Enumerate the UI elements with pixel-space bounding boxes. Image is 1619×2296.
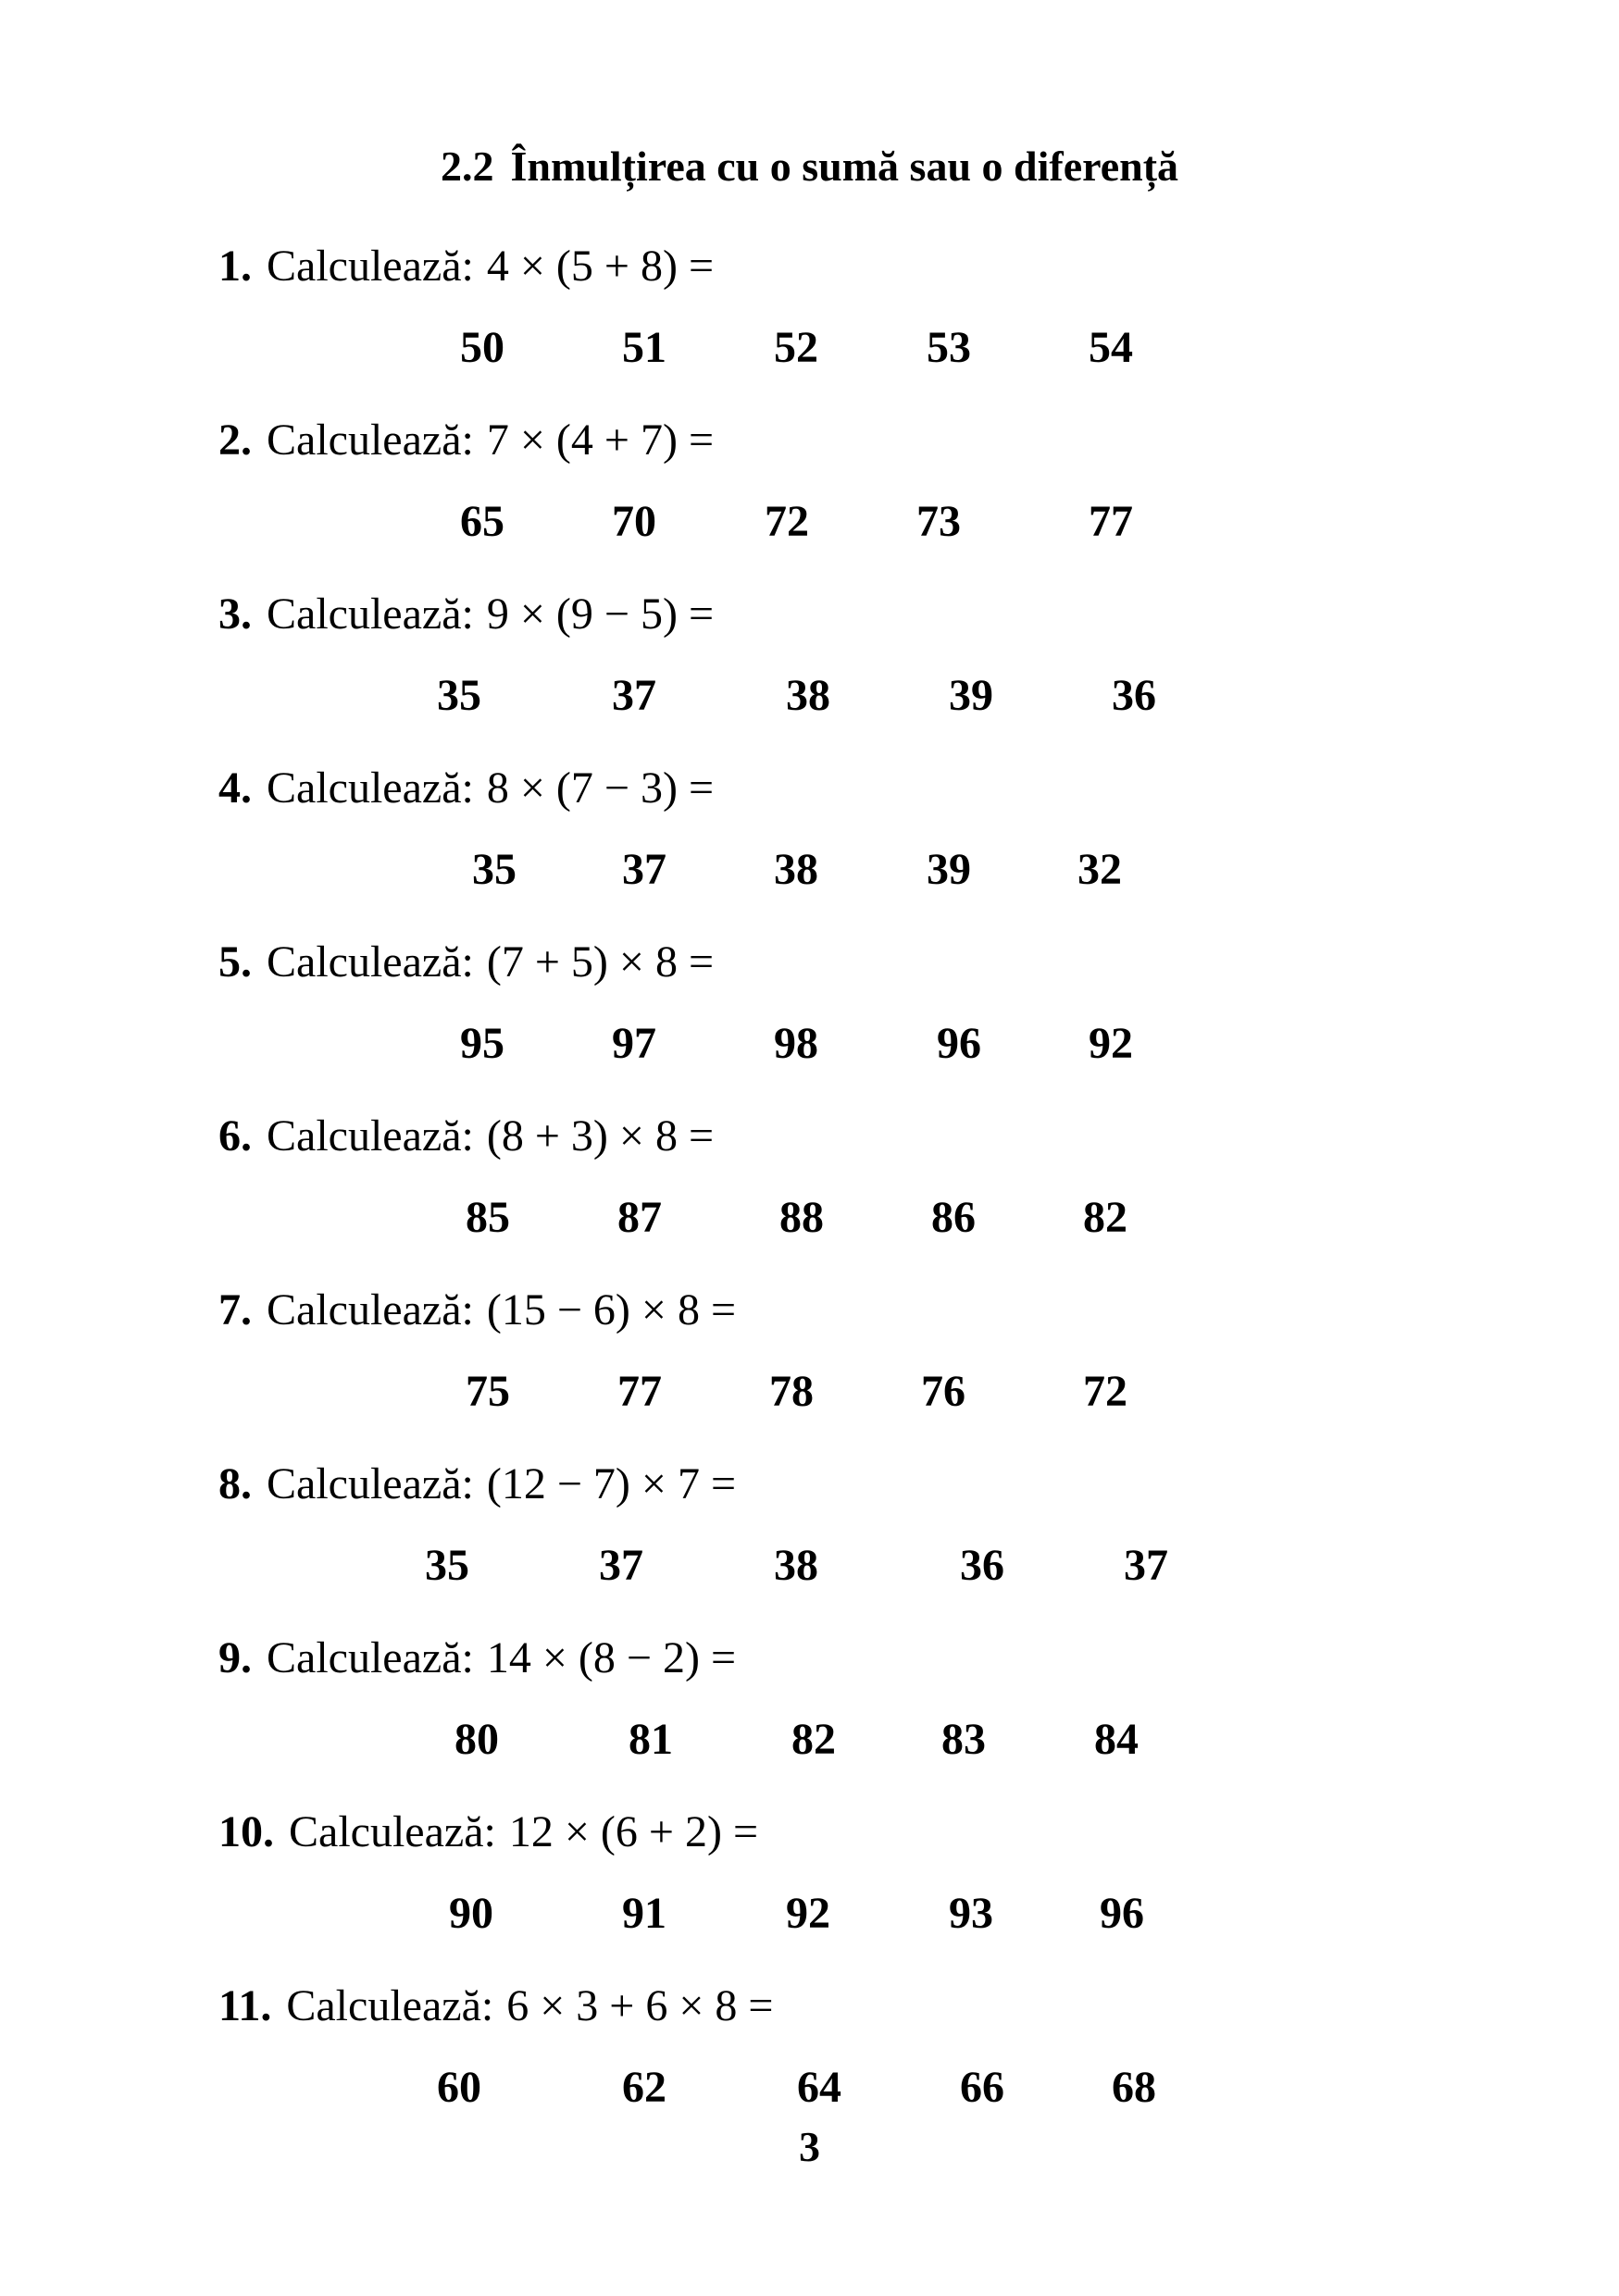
answer-options — [0, 1364, 1619, 1420]
problem-question — [218, 1109, 714, 1164]
answer-option[interactable]: 77 — [617, 1367, 662, 1416]
answer-options — [0, 494, 1619, 550]
problem-expression: 7 × (4 + 7) = — [486, 416, 715, 465]
problem-label: Calculează: — [267, 1285, 474, 1334]
problem-number: 11. — [218, 1981, 272, 2030]
answer-options — [0, 668, 1619, 724]
answer-option[interactable]: 62 — [622, 2063, 666, 2112]
problem-question — [218, 1979, 774, 2034]
answer-option[interactable]: 36 — [1112, 671, 1156, 720]
problem-6 — [0, 1109, 1619, 1285]
problem-7 — [0, 1283, 1619, 1458]
problem-expression: (15 − 6) × 8 = — [486, 1285, 737, 1334]
answer-option[interactable]: 77 — [1089, 497, 1133, 546]
problem-question — [218, 587, 714, 642]
problem-expression: (8 + 3) × 8 = — [486, 1111, 715, 1160]
answer-option[interactable]: 51 — [622, 323, 666, 372]
answer-option[interactable]: 88 — [779, 1193, 824, 1242]
answer-options — [0, 1016, 1619, 1072]
problem-number: 1. — [218, 242, 252, 291]
problem-label: Calculează: — [289, 1807, 496, 1856]
answer-option[interactable]: 83 — [941, 1715, 986, 1764]
answer-option[interactable]: 37 — [612, 671, 656, 720]
answer-option[interactable]: 38 — [774, 1541, 818, 1590]
problem-number: 9. — [218, 1633, 252, 1682]
answer-option[interactable]: 76 — [921, 1367, 965, 1416]
answer-option[interactable]: 98 — [774, 1019, 818, 1068]
answer-option[interactable]: 53 — [927, 323, 971, 372]
answer-options — [0, 1886, 1619, 1942]
problem-expression: (7 + 5) × 8 = — [486, 937, 715, 987]
answer-option[interactable]: 96 — [937, 1019, 981, 1068]
problem-number: 4. — [218, 763, 252, 813]
problem-question — [218, 935, 714, 990]
problem-label: Calculează: — [267, 590, 474, 639]
answer-options — [0, 842, 1619, 898]
problem-1 — [0, 239, 1619, 415]
problem-expression: 8 × (7 − 3) = — [486, 763, 715, 813]
problem-number: 8. — [218, 1459, 252, 1508]
problem-number: 6. — [218, 1111, 252, 1160]
problem-question — [218, 1805, 758, 1860]
answer-option[interactable]: 82 — [791, 1715, 836, 1764]
section-title-text: Înmulțirea cu o sumă sau o diferență — [510, 143, 1179, 190]
page-number: 3 — [799, 2123, 820, 2170]
problem-label: Calculează: — [267, 763, 474, 813]
problem-expression: 9 × (9 − 5) = — [486, 590, 715, 639]
answer-option[interactable]: 91 — [622, 1889, 666, 1938]
problem-3 — [0, 587, 1619, 763]
problem-label: Calculează: — [267, 937, 474, 987]
answer-option[interactable]: 64 — [797, 2063, 841, 2112]
problem-question — [218, 1457, 736, 1512]
answer-option[interactable]: 96 — [1100, 1889, 1144, 1938]
answer-option[interactable]: 39 — [927, 845, 971, 894]
answer-option[interactable]: 66 — [960, 2063, 1004, 2112]
answer-option[interactable]: 50 — [460, 323, 504, 372]
problem-question — [218, 1631, 736, 1686]
answer-option[interactable]: 82 — [1083, 1193, 1127, 1242]
answer-option[interactable]: 54 — [1089, 323, 1133, 372]
problem-number: 2. — [218, 416, 252, 465]
answer-option[interactable]: 97 — [612, 1019, 656, 1068]
answer-option[interactable]: 37 — [1124, 1541, 1168, 1590]
problem-5 — [0, 935, 1619, 1111]
answer-option[interactable]: 70 — [612, 497, 656, 546]
answer-option[interactable]: 75 — [466, 1367, 510, 1416]
answer-option[interactable]: 35 — [437, 671, 481, 720]
answer-options — [0, 1190, 1619, 1246]
answer-option[interactable]: 35 — [425, 1541, 469, 1590]
section-title — [0, 139, 1619, 194]
section-number: 2.2 — [440, 143, 494, 190]
answer-option[interactable]: 92 — [786, 1889, 830, 1938]
answer-option[interactable]: 80 — [455, 1715, 499, 1764]
problem-expression: 4 × (5 + 8) = — [486, 242, 715, 291]
answer-option[interactable]: 81 — [629, 1715, 673, 1764]
answer-option[interactable]: 60 — [437, 2063, 481, 2112]
problem-label: Calculează: — [267, 1111, 474, 1160]
problem-question — [218, 239, 714, 294]
answer-option[interactable]: 92 — [1089, 1019, 1133, 1068]
answer-option[interactable]: 32 — [1077, 845, 1122, 894]
answer-option[interactable]: 65 — [460, 497, 504, 546]
answer-option[interactable]: 78 — [769, 1367, 814, 1416]
answer-option[interactable]: 37 — [622, 845, 666, 894]
answer-options — [0, 1712, 1619, 1768]
problem-4 — [0, 761, 1619, 937]
answer-option[interactable]: 90 — [449, 1889, 493, 1938]
answer-option[interactable]: 52 — [774, 323, 818, 372]
problem-expression: 12 × (6 + 2) = — [508, 1807, 759, 1856]
problem-expression: (12 − 7) × 7 = — [486, 1459, 737, 1508]
problem-label: Calculează: — [267, 416, 474, 465]
answer-option[interactable]: 72 — [765, 497, 809, 546]
answer-option[interactable]: 87 — [617, 1193, 662, 1242]
answer-option[interactable]: 95 — [460, 1019, 504, 1068]
problem-number: 10. — [218, 1807, 274, 1856]
problem-question — [218, 761, 714, 816]
problem-label: Calculează: — [267, 1459, 474, 1508]
answer-option[interactable]: 86 — [931, 1193, 976, 1242]
problem-expression: 14 × (8 − 2) = — [486, 1633, 737, 1682]
answer-option[interactable]: 72 — [1083, 1367, 1127, 1416]
answer-options — [0, 2060, 1619, 2116]
problem-question — [218, 413, 714, 468]
problem-number: 7. — [218, 1285, 252, 1334]
answer-options — [0, 320, 1619, 376]
answer-option[interactable]: 73 — [916, 497, 961, 546]
problem-8 — [0, 1457, 1619, 1632]
problem-label: Calculează: — [286, 1981, 494, 2030]
problem-label: Calculează: — [267, 242, 474, 291]
answer-option[interactable]: 36 — [960, 1541, 1004, 1590]
problem-9 — [0, 1631, 1619, 1806]
problem-10 — [0, 1805, 1619, 1980]
answer-option[interactable]: 37 — [599, 1541, 643, 1590]
problem-2 — [0, 413, 1619, 589]
answer-option[interactable]: 93 — [949, 1889, 993, 1938]
problem-number: 3. — [218, 590, 252, 639]
problem-expression: 6 × 3 + 6 × 8 = — [506, 1981, 774, 2030]
answer-option[interactable]: 68 — [1112, 2063, 1156, 2112]
problem-label: Calculează: — [267, 1633, 474, 1682]
answer-option[interactable]: 38 — [774, 845, 818, 894]
answer-option[interactable]: 85 — [466, 1193, 510, 1242]
answer-option[interactable]: 84 — [1094, 1715, 1139, 1764]
problem-number: 5. — [218, 937, 252, 987]
answer-option[interactable]: 38 — [786, 671, 830, 720]
answer-option[interactable]: 35 — [472, 845, 517, 894]
answer-options — [0, 1538, 1619, 1594]
answer-option[interactable]: 39 — [949, 671, 993, 720]
problem-question — [218, 1283, 736, 1338]
